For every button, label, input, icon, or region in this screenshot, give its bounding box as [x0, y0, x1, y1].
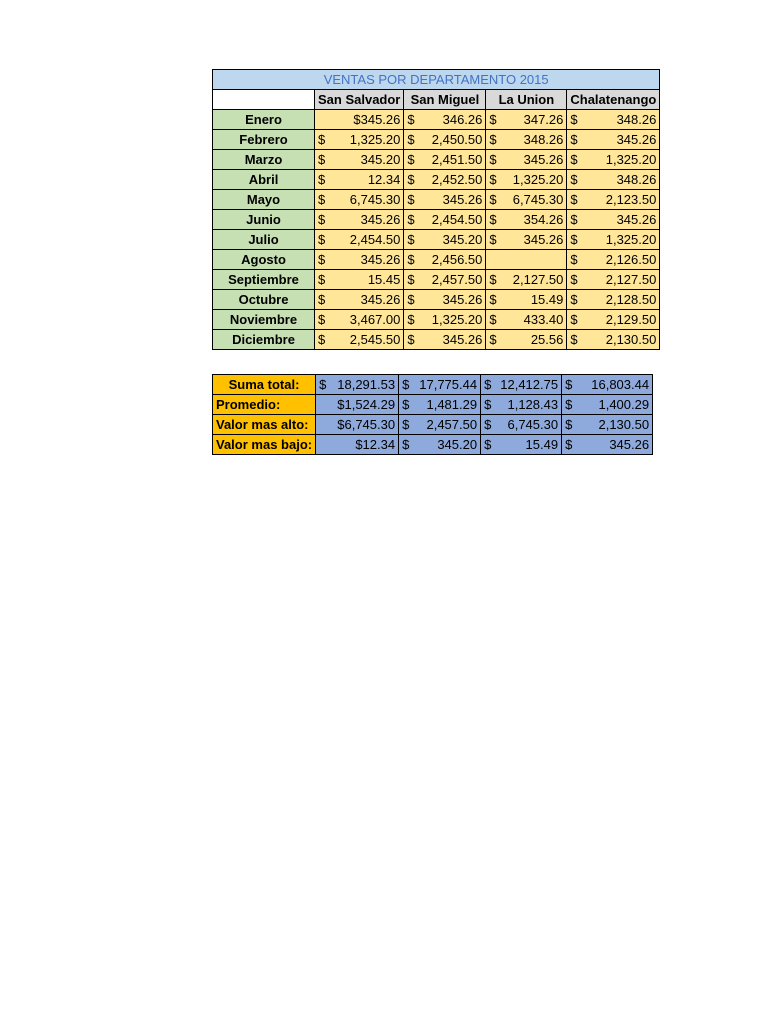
- currency-symbol: $: [570, 132, 578, 147]
- currency-symbol: $: [318, 292, 326, 307]
- value-cell[interactable]: [315, 110, 404, 130]
- month-label[interactable]: Noviembre: [213, 310, 315, 330]
- cell-amount: 17,775.44: [419, 377, 478, 392]
- cell-amount: 2,130.50: [598, 417, 650, 432]
- value-cell[interactable]: [404, 150, 486, 170]
- cell-amount: 2,454.50: [349, 232, 401, 247]
- summary-row: [213, 395, 653, 415]
- currency-symbol: $: [565, 437, 573, 452]
- currency-symbol: $: [318, 172, 326, 187]
- currency-symbol: $: [407, 132, 415, 147]
- month-label[interactable]: Agosto: [213, 250, 315, 270]
- currency-symbol: $: [407, 292, 415, 307]
- currency-symbol: $: [484, 417, 492, 432]
- value-cell[interactable]: [404, 130, 486, 150]
- cell-amount: 345.26: [442, 292, 483, 307]
- currency-symbol: $: [489, 212, 497, 227]
- currency-symbol: $: [407, 112, 415, 127]
- month-label[interactable]: Diciembre: [213, 330, 315, 350]
- cell-amount: $345.26: [353, 112, 401, 127]
- currency-symbol: $: [489, 272, 497, 287]
- cell-amount: 6,745.30: [507, 417, 559, 432]
- cell-amount: 15.49: [530, 292, 564, 307]
- table-row: [213, 150, 660, 170]
- cell-amount: 345.26: [360, 252, 401, 267]
- value-cell[interactable]: [399, 375, 481, 395]
- currency-symbol: $: [407, 192, 415, 207]
- header-row: [213, 90, 660, 110]
- cell-amount: 16,803.44: [591, 377, 650, 392]
- currency-symbol: $: [318, 152, 326, 167]
- currency-symbol: $: [570, 172, 578, 187]
- month-label[interactable]: Octubre: [213, 290, 315, 310]
- cell-amount: 433.40: [523, 312, 564, 327]
- value-cell[interactable]: [486, 270, 567, 290]
- value-cell[interactable]: [562, 435, 653, 455]
- cell-amount: 345.20: [360, 152, 401, 167]
- cell-amount: 1,325.20: [512, 172, 564, 187]
- currency-symbol: $: [318, 252, 326, 267]
- value-cell[interactable]: [315, 230, 404, 250]
- summary-table: [212, 374, 653, 455]
- currency-symbol: $: [570, 152, 578, 167]
- value-cell[interactable]: [481, 375, 562, 395]
- currency-symbol: $: [489, 172, 497, 187]
- currency-symbol: $: [570, 212, 578, 227]
- cell-amount: 2,450.50: [431, 132, 483, 147]
- currency-symbol: $: [570, 292, 578, 307]
- header-san-salvador[interactable]: San Salvador: [315, 90, 404, 110]
- table-row: [213, 330, 660, 350]
- value-cell[interactable]: [404, 170, 486, 190]
- value-cell[interactable]: [486, 310, 567, 330]
- summary-label[interactable]: Valor mas bajo:: [213, 435, 316, 455]
- currency-symbol: $: [319, 377, 327, 392]
- currency-symbol: $: [407, 252, 415, 267]
- currency-symbol: $: [570, 192, 578, 207]
- currency-symbol: $: [484, 437, 492, 452]
- month-label[interactable]: Marzo: [213, 150, 315, 170]
- value-cell[interactable]: [316, 415, 399, 435]
- cell-amount: 345.26: [523, 232, 564, 247]
- value-cell[interactable]: [316, 435, 399, 455]
- cell-amount: 345.20: [442, 232, 483, 247]
- summary-label[interactable]: Suma total:: [213, 375, 316, 395]
- value-cell[interactable]: [486, 150, 567, 170]
- cell-amount: 348.26: [616, 112, 657, 127]
- cell-amount: 12.34: [367, 172, 401, 187]
- currency-symbol: $: [489, 332, 497, 347]
- value-cell[interactable]: [404, 250, 486, 270]
- cell-amount: 2,128.50: [605, 292, 657, 307]
- currency-symbol: $: [489, 152, 497, 167]
- cell-amount: 1,481.29: [426, 397, 478, 412]
- sheet-title[interactable]: VENTAS POR DEPARTAMENTO 2015: [213, 70, 660, 90]
- currency-symbol: $: [570, 272, 578, 287]
- currency-symbol: $: [318, 192, 326, 207]
- summary-label[interactable]: Promedio:: [213, 395, 316, 415]
- cell-amount: $6,745.30: [337, 417, 396, 432]
- value-cell[interactable]: [567, 110, 660, 130]
- table-row: [213, 170, 660, 190]
- summary-row: [213, 435, 653, 455]
- cell-amount: 15.45: [367, 272, 401, 287]
- month-label[interactable]: Septiembre: [213, 270, 315, 290]
- value-cell[interactable]: [399, 435, 481, 455]
- cell-amount: 345.26: [360, 212, 401, 227]
- value-cell[interactable]: [315, 310, 404, 330]
- table-row: [213, 110, 660, 130]
- sales-table: [212, 69, 660, 350]
- summary-label[interactable]: Valor mas alto:: [213, 415, 316, 435]
- value-cell[interactable]: [404, 190, 486, 210]
- cell-amount: 12,412.75: [500, 377, 559, 392]
- currency-symbol: $: [484, 397, 492, 412]
- cell-amount: 348.26: [616, 172, 657, 187]
- value-cell[interactable]: [315, 190, 404, 210]
- value-cell[interactable]: [562, 375, 653, 395]
- cell-amount: 15.49: [525, 437, 559, 452]
- table-row: [213, 250, 660, 270]
- value-cell[interactable]: [404, 110, 486, 130]
- month-label[interactable]: Enero: [213, 110, 315, 130]
- cell-amount: 18,291.53: [337, 377, 396, 392]
- currency-symbol: $: [407, 152, 415, 167]
- currency-symbol: $: [570, 332, 578, 347]
- currency-symbol: $: [489, 312, 497, 327]
- value-cell[interactable]: [486, 230, 567, 250]
- month-label[interactable]: Mayo: [213, 190, 315, 210]
- value-cell[interactable]: [315, 170, 404, 190]
- value-cell[interactable]: [315, 130, 404, 150]
- table-row: [213, 210, 660, 230]
- currency-symbol: $: [402, 437, 410, 452]
- cell-amount: 2,127.50: [605, 272, 657, 287]
- summary-row: [213, 375, 653, 395]
- value-cell[interactable]: [486, 330, 567, 350]
- value-cell[interactable]: [486, 110, 567, 130]
- cell-amount: 354.26: [523, 212, 564, 227]
- value-cell[interactable]: [316, 375, 399, 395]
- table-row: [213, 270, 660, 290]
- currency-symbol: $: [407, 232, 415, 247]
- currency-symbol: $: [489, 292, 497, 307]
- currency-symbol: $: [318, 232, 326, 247]
- cell-amount: 2,456.50: [431, 252, 483, 267]
- value-cell[interactable]: [567, 250, 660, 270]
- cell-amount: 2,452.50: [431, 172, 483, 187]
- header-la-union[interactable]: La Union: [486, 90, 567, 110]
- value-cell[interactable]: [404, 330, 486, 350]
- value-cell[interactable]: [315, 210, 404, 230]
- currency-symbol: $: [570, 232, 578, 247]
- cell-amount: 345.26: [616, 212, 657, 227]
- value-cell[interactable]: [486, 130, 567, 150]
- cell-amount: 345.26: [442, 332, 483, 347]
- value-cell[interactable]: [315, 290, 404, 310]
- value-cell[interactable]: [399, 395, 481, 415]
- table-row: [213, 230, 660, 250]
- value-cell[interactable]: [404, 270, 486, 290]
- currency-symbol: $: [489, 132, 497, 147]
- cell-amount: 346.26: [442, 112, 483, 127]
- value-cell[interactable]: [567, 290, 660, 310]
- cell-amount: 2,130.50: [605, 332, 657, 347]
- cell-amount: 2,127.50: [512, 272, 564, 287]
- cell-amount: 6,745.30: [349, 192, 401, 207]
- value-cell[interactable]: [486, 170, 567, 190]
- value-cell[interactable]: [567, 130, 660, 150]
- cell-amount: 348.26: [523, 132, 564, 147]
- cell-amount: 1,325.20: [349, 132, 401, 147]
- cell-amount: 2,457.50: [431, 272, 483, 287]
- currency-symbol: $: [318, 132, 326, 147]
- value-cell[interactable]: [486, 210, 567, 230]
- cell-amount: 345.26: [442, 192, 483, 207]
- currency-symbol: $: [565, 417, 573, 432]
- header-corner-cell[interactable]: [213, 90, 315, 110]
- value-cell[interactable]: [481, 395, 562, 415]
- cell-amount: 2,545.50: [349, 332, 401, 347]
- value-cell[interactable]: [567, 210, 660, 230]
- cell-amount: 2,457.50: [426, 417, 478, 432]
- cell-amount: 1,400.29: [598, 397, 650, 412]
- cell-amount: 345.20: [437, 437, 478, 452]
- cell-amount: 25.56: [530, 332, 564, 347]
- cell-amount: 2,129.50: [605, 312, 657, 327]
- value-cell[interactable]: [404, 290, 486, 310]
- currency-symbol: $: [402, 417, 410, 432]
- month-label[interactable]: Febrero: [213, 130, 315, 150]
- cell-amount: $12.34: [355, 437, 396, 452]
- currency-symbol: $: [318, 332, 326, 347]
- cell-amount: 1,325.20: [605, 152, 657, 167]
- value-cell[interactable]: [567, 330, 660, 350]
- value-cell[interactable]: [486, 190, 567, 210]
- summary-row: [213, 415, 653, 435]
- value-cell[interactable]: [567, 230, 660, 250]
- table-row: [213, 310, 660, 330]
- cell-amount: 3,467.00: [349, 312, 401, 327]
- currency-symbol: $: [565, 397, 573, 412]
- currency-symbol: $: [407, 312, 415, 327]
- currency-symbol: $: [407, 272, 415, 287]
- cell-amount: 2,126.50: [605, 252, 657, 267]
- value-cell[interactable]: [567, 270, 660, 290]
- cell-amount: 2,123.50: [605, 192, 657, 207]
- currency-symbol: $: [318, 212, 326, 227]
- currency-symbol: $: [570, 252, 578, 267]
- month-label[interactable]: Abril: [213, 170, 315, 190]
- table-row: [213, 290, 660, 310]
- currency-symbol: $: [318, 272, 326, 287]
- value-cell[interactable]: [567, 150, 660, 170]
- currency-symbol: $: [565, 377, 573, 392]
- currency-symbol: $: [318, 312, 326, 327]
- value-cell[interactable]: [486, 250, 567, 270]
- cell-amount: 1,128.43: [507, 397, 559, 412]
- currency-symbol: $: [407, 332, 415, 347]
- cell-amount: 345.26: [523, 152, 564, 167]
- value-cell[interactable]: [481, 415, 562, 435]
- currency-symbol: $: [402, 377, 410, 392]
- value-cell[interactable]: [481, 435, 562, 455]
- value-cell[interactable]: [399, 415, 481, 435]
- title-row: [213, 70, 660, 90]
- value-cell[interactable]: [567, 170, 660, 190]
- currency-symbol: $: [402, 397, 410, 412]
- currency-symbol: $: [489, 112, 497, 127]
- cell-amount: 345.26: [360, 292, 401, 307]
- value-cell[interactable]: [567, 310, 660, 330]
- month-label[interactable]: Julio: [213, 230, 315, 250]
- currency-symbol: $: [570, 312, 578, 327]
- cell-amount: 1,325.20: [431, 312, 483, 327]
- cell-amount: 345.26: [609, 437, 650, 452]
- currency-symbol: $: [489, 192, 497, 207]
- table-row: [213, 130, 660, 150]
- value-cell[interactable]: [316, 395, 399, 415]
- value-cell[interactable]: [562, 395, 653, 415]
- currency-symbol: $: [489, 232, 497, 247]
- value-cell[interactable]: [315, 250, 404, 270]
- cell-amount: $1,524.29: [337, 397, 396, 412]
- currency-symbol: $: [570, 112, 578, 127]
- table-row: [213, 190, 660, 210]
- currency-symbol: $: [484, 377, 492, 392]
- cell-amount: 1,325.20: [605, 232, 657, 247]
- value-cell[interactable]: [404, 310, 486, 330]
- currency-symbol: $: [407, 172, 415, 187]
- value-cell[interactable]: [315, 270, 404, 290]
- cell-amount: 6,745.30: [512, 192, 564, 207]
- cell-amount: 345.26: [616, 132, 657, 147]
- value-cell[interactable]: [315, 330, 404, 350]
- cell-amount: 347.26: [523, 112, 564, 127]
- value-cell[interactable]: [567, 190, 660, 210]
- header-chalatenango[interactable]: Chalatenango: [567, 90, 660, 110]
- value-cell[interactable]: [404, 210, 486, 230]
- currency-symbol: $: [407, 212, 415, 227]
- cell-amount: 2,451.50: [431, 152, 483, 167]
- cell-amount: 2,454.50: [431, 212, 483, 227]
- value-cell[interactable]: [404, 230, 486, 250]
- value-cell[interactable]: [486, 290, 567, 310]
- header-san-miguel[interactable]: San Miguel: [404, 90, 486, 110]
- month-label[interactable]: Junio: [213, 210, 315, 230]
- value-cell[interactable]: [315, 150, 404, 170]
- value-cell[interactable]: [562, 415, 653, 435]
